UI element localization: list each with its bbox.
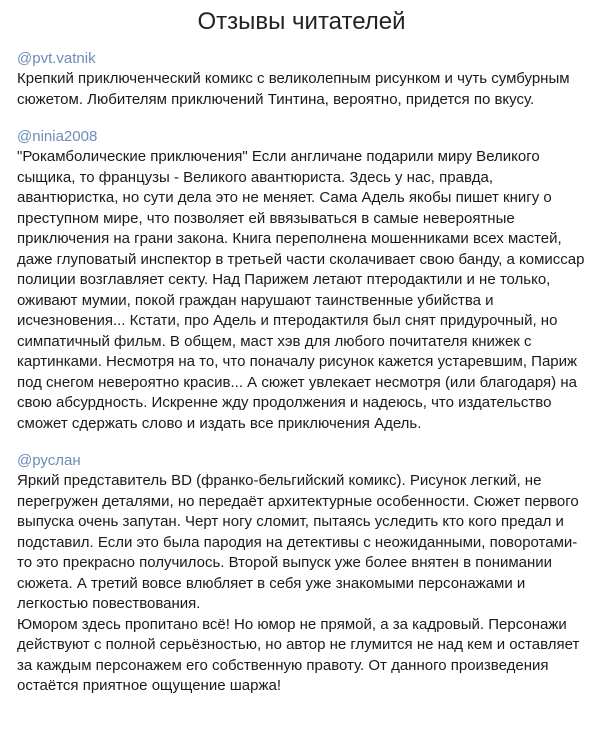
review-author-link[interactable]: @pvt.vatnik: [17, 50, 96, 67]
review-item: [17, 451, 586, 697]
page-title: Отзывы читателей: [197, 8, 406, 35]
review-item: [17, 49, 586, 110]
review-text: "Рокамболические приключения" Если англичане подарили миру Великого сыщика, то французы - Великого авантюриста. Здесь у нас, правда, авантюристка, но сути дела это не меняет. Сама Адель якобы пишет книгу о преступном мире, что позволяет ей ввязываться в самые невероятные приключения на грани закона. Книга переполнена мошенниками всех мастей, даже глуповатый инспектор в третьей части сколачивает свою банду, а комиссар полиции возглавляет секту. Над Парижем летают птеродактили и не только, оживают мумии, покой граждан нарушают таинственные убийства и исчезновения... Кстати, про Адель и птеродактиля был снят придурочный, но симпатичный фильм. В общем, маст хэв для любого почитателя книжек с картинками. Несмотря на то, что поначалу рисунок кажется устаревшим, Париж под снегом невероятно красив... А сюжет увлекает несмотря (или благодаря) на свою абсурдность. Искренне жду продолжения и надеюсь, что издательство сможет сдержать слово и издать все приключения Адель.: [17, 148, 585, 432]
review-text: Крепкий приключенческий комикс с великолепным рисунком и чуть сумбурным сюжетом. Любителям приключений Тинтина, вероятно, придется по вкусу.: [17, 70, 570, 108]
review-author-link[interactable]: @ninia2008: [17, 128, 98, 145]
review-text: Яркий представитель BD (франко-бельгийский комикс). Рисунок легкий, не перегружен деталями, но передаёт архитектурные особенности. Сюжет первого выпуска очень запутан. Черт ногу сломит, пытаясь уследить кто кого предал и подставил. Если это была пародия на детективы с неожиданными, поворотами- то это прекрасно получилось. Второй выпуск уже более внятен в понимании сюжета. А третий вовсе влюбляет в себя уже знакомыми персонажами и легкостью повествования. Юмором здесь пропитано всё! Но юмор не прямой, а за кадровый. Персонажи действуют с полной серьёзностью, но автор не глумится не над кем и оставляет за каждым персонажем его собственную правоту. От данного произведения остаётся приятное ощущение шаржа!: [17, 472, 580, 694]
review-author-link[interactable]: @руслан: [17, 452, 81, 469]
review-item: [17, 127, 586, 434]
